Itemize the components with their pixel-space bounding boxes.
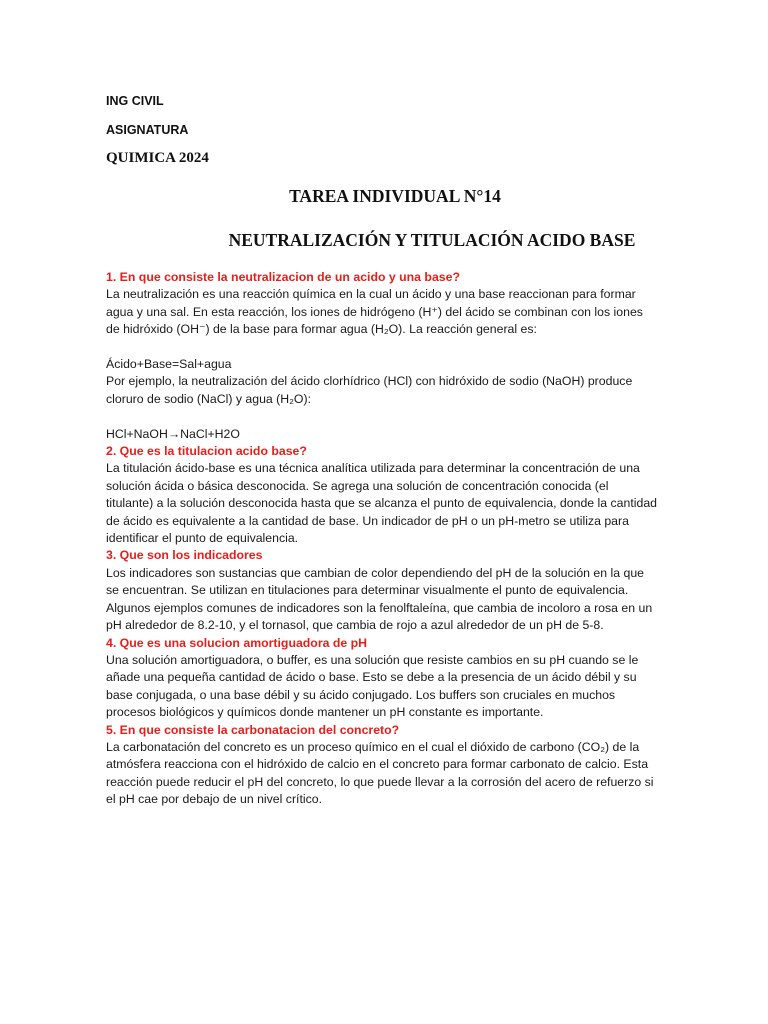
general-equation: Ácido+Base=Sal+agua xyxy=(106,357,232,372)
question-3: 3. Que son los indicadores xyxy=(106,548,263,563)
answer-1: La neutralización es una reacción química en la cual un ácido y una base reaccionan para formar agua y una sal. En esta reacción, los iones de hidrógeno (H⁺) del ácido se combinan con los iones de hidróxido (OH⁻) de la base para formar agua (H₂O). La reacción general es: xyxy=(106,287,643,337)
answer-4: Una solución amortiguadora, o buffer, es una solución que resiste cambios en su pH cuando se le añade una pequeña cantidad de ácido o base. Esto se debe a la presencia de un ácido débil y su base conjugada, o una base débil y su ácido conjugado. Los buffers son cruciales en muchos procesos biológicos y químicos donde mantener un pH constante es importante. xyxy=(106,652,639,720)
subject-label: ASIGNATURA xyxy=(106,123,189,137)
spacer xyxy=(106,339,658,356)
course-name: QUIMICA 2024 xyxy=(106,150,209,166)
program-label: ING CIVIL xyxy=(106,94,164,108)
answer-2: La titulación ácido-base es una técnica analítica utilizada para determinar la concentración de una solución ácida o básica desconocida. Se agrega una solución de concentración conocida (el titulante) a la solución desconocida hasta que se alcanza el punto de equivalencia, donde la cantidad de ácido es equivalente a la cantidad de base. Un indicador de pH o un pH-metro se utiliza para identificar el punto de equivalencia. xyxy=(106,461,658,546)
question-1: 1. En que consiste la neutralizacion de un acido y una base? xyxy=(106,270,460,284)
example-text: Por ejemplo, la neutralización del ácido clorhídrico (HCl) con hidróxido de sodio (NaOH) produce cloruro de sodio (NaCl) y agua (H₂O): xyxy=(106,374,633,406)
example-equation: HCl+NaOH→NaCl+H2O xyxy=(106,426,240,441)
assignment-subtitle: NEUTRALIZACIÓN Y TITULACIÓN ACIDO BASE xyxy=(228,230,636,250)
answer-3: Los indicadores son sustancias que cambian de color dependiendo del pH de la solución en la que se encuentran. Se utilizan en titulaciones para determinar visualmente el punto de equivalencia. Algunos ejemplos comunes de indicadores son la fenolftaleína, que cambia de incoloro a rosa en un pH alrededor de 8.2-10, y el tornasol, que cambia de rojo a azul alrededor de un pH de 5-8. xyxy=(106,565,653,633)
assignment-title: TAREA INDIVIDUAL N°14 xyxy=(289,186,501,206)
question-2: 2. Que es la titulacion acido base? xyxy=(106,444,307,459)
question-5: 5. En que consiste la carbonatacion del concreto? xyxy=(106,722,400,737)
document-body xyxy=(106,269,658,809)
spacer xyxy=(106,408,658,425)
question-4: 4. Que es una solucion amortiguadora de pH xyxy=(106,635,368,650)
answer-5: La carbonatación del concreto es un proceso químico en el cual el dióxido de carbono (CO₂) de la atmósfera reacciona con el hidróxido de calcio en el concreto para formar carbonato de calcio. Esta reacción puede reducir el pH del concreto, lo que puede llevar a la corrosión del acero de refuerzo si el pH cae por debajo de un nivel crítico. xyxy=(106,739,654,807)
